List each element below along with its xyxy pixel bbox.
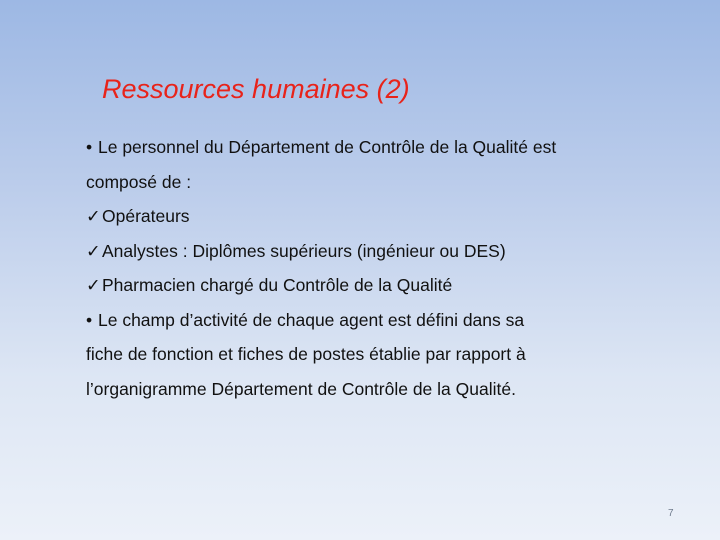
paragraph-2-line-2: fiche de fonction et fiches de postes établie par rapport à (86, 344, 526, 364)
paragraph-2-text: Le champ d’activité de chaque agent est défini dans sa (98, 309, 525, 330)
list-item-operateurs (86, 199, 646, 234)
checkmark-icon: ✓ (86, 206, 101, 226)
list-item-label: Analystes : Diplômes supérieurs (ingénieur ou DES) (102, 240, 506, 261)
paragraph-1-line-2: composé de : (86, 171, 192, 192)
slide-title: Ressources humaines (2) (102, 74, 410, 104)
slide-body (86, 130, 646, 406)
list-item-label: Pharmacien chargé du Contrôle de la Qualité (102, 275, 453, 295)
bullet-icon: • (86, 309, 93, 330)
bullet-icon: • (86, 137, 93, 157)
list-item-label: Opérateurs (102, 206, 190, 226)
page-number: 7 (668, 508, 674, 519)
paragraph-1-text: Le personnel du Département de Contrôle de la Qualité est (98, 137, 557, 157)
list-item-pharmacien (86, 268, 646, 303)
paragraph-2-line-3: l’organigramme Département de Contrôle de la Qualité. (86, 378, 516, 399)
list-item-analystes (86, 234, 646, 269)
checkmark-icon: ✓ (86, 240, 101, 261)
paragraph-2-line-1 (86, 303, 646, 338)
paragraph-1-line-1 (86, 130, 646, 165)
checkmark-icon: ✓ (86, 275, 101, 295)
